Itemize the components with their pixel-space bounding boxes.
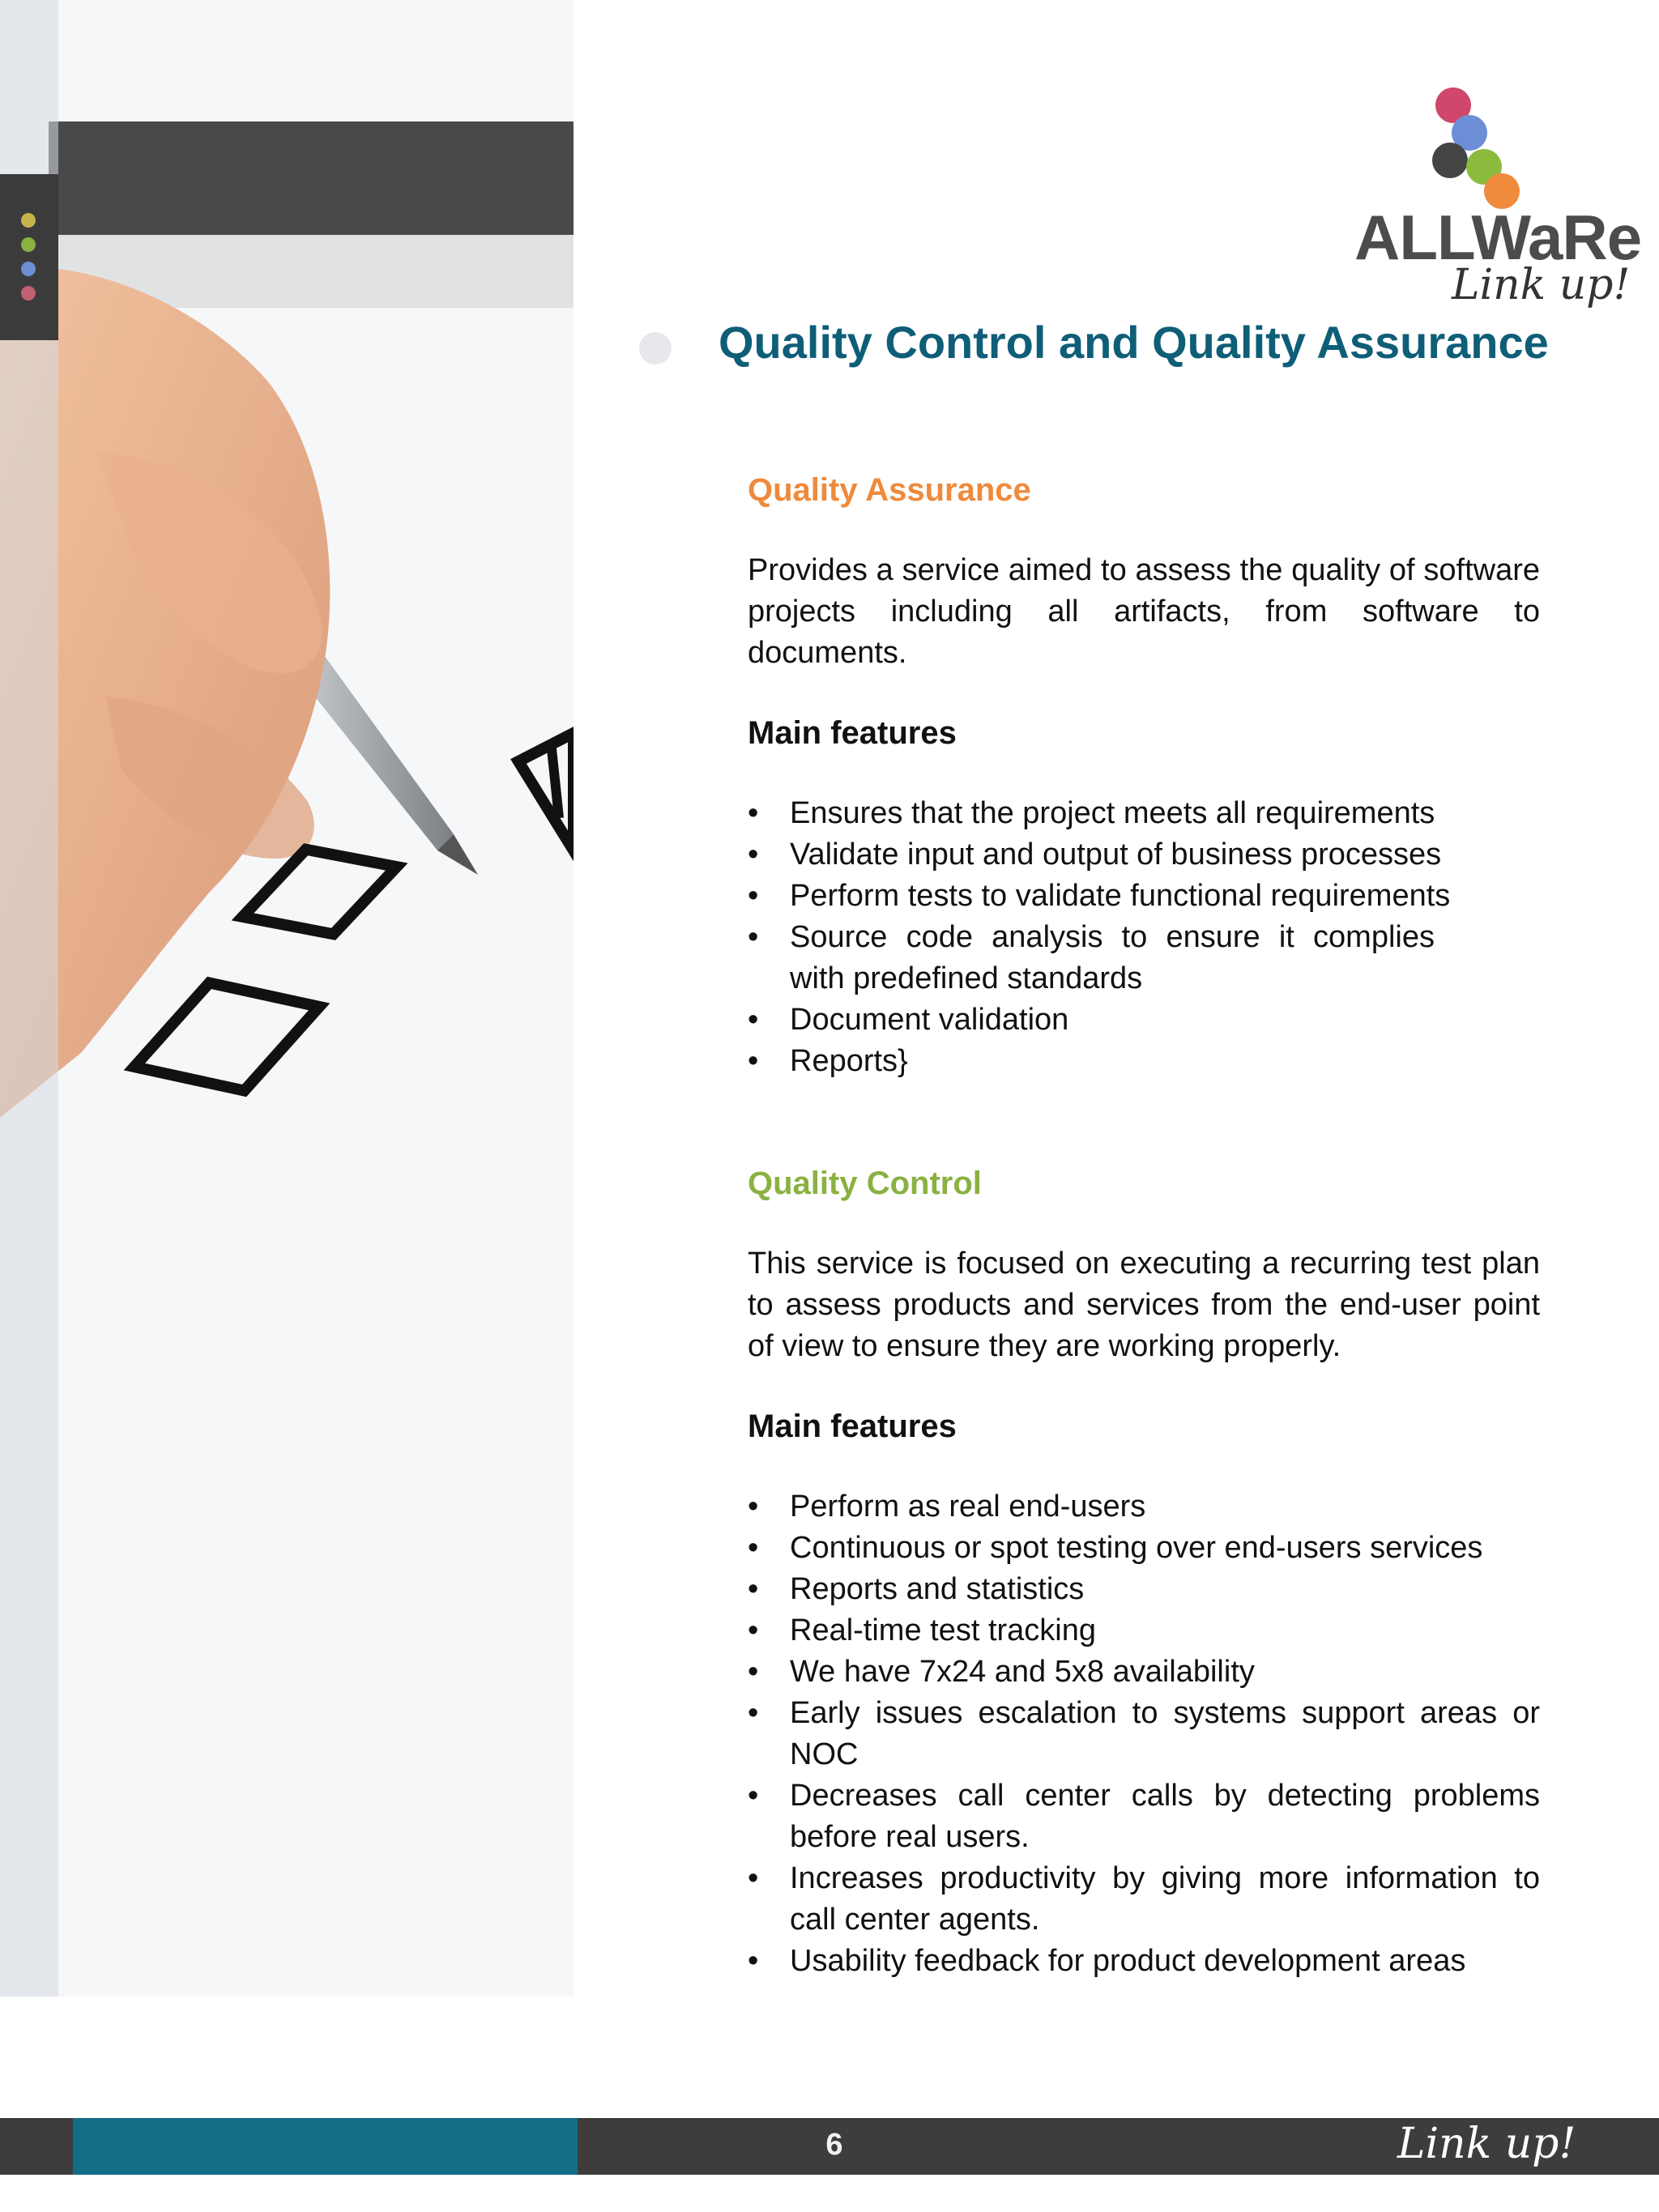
list-item: • Document validation [748, 999, 1540, 1041]
list-item: • Ensures that the project meets all requirements [748, 793, 1540, 834]
tab-dot [21, 286, 36, 300]
list-item: • Early issues escalation to systems support areas or NOC [748, 1693, 1540, 1775]
side-tab [0, 174, 58, 340]
hand-pen-checkbox-illustration [0, 0, 574, 1997]
quality-control-features [748, 1486, 1540, 1982]
list-item: • Reports and statistics [748, 1569, 1540, 1610]
list-item: • Perform tests to validate functional requirements [748, 876, 1540, 917]
list-item: • Continuous or spot testing over end-users services [748, 1528, 1540, 1569]
list-item: • Increases productivity by giving more information to call center agents. [748, 1858, 1540, 1941]
logo-ball [1432, 143, 1468, 178]
list-item: • Validate input and output of business processes [748, 834, 1540, 876]
quality-assurance-description: Provides a service aimed to assess the quality of software projects including all artifacts, from software to documents. [748, 553, 1540, 670]
tab-dot [21, 213, 36, 228]
page-number: 6 [825, 2128, 843, 2162]
list-item: • Perform as real end-users [748, 1486, 1540, 1528]
list-item: • Decreases call center calls by detecting problems before real users. [748, 1775, 1540, 1858]
page-footer [0, 2118, 1659, 2175]
list-item: • Source code analysis to ensure it complies with predefined standards [748, 917, 1540, 999]
quality-assurance-features [748, 793, 1540, 1082]
quality-control-description: This service is focused on executing a recurring test plan to assess products and services from the end-user point of view to ensure they are working properly. [748, 1247, 1540, 1363]
list-item: • Reports} [748, 1041, 1540, 1082]
quality-control-section [748, 1163, 1540, 1982]
list-item: • Real-time test tracking [748, 1610, 1540, 1652]
quality-control-heading: Quality Control [748, 1166, 982, 1201]
footer-accent-bar [73, 2118, 578, 2175]
quality-assurance-heading: Quality Assurance [748, 472, 1031, 508]
title-bullet [639, 332, 672, 364]
footer-tagline: Link up! [1397, 2120, 1576, 2168]
main-content [748, 470, 1540, 1982]
list-item: • Usability feedback for product development areas [748, 1941, 1540, 1982]
logo-brand: ALLWaRe [1354, 202, 1642, 273]
list-item: • We have 7x24 and 5x8 availability [748, 1652, 1540, 1693]
quality-assurance-section [748, 470, 1540, 1082]
main-features-heading: Main features [748, 715, 957, 751]
logo-tagline: Link up! [1452, 261, 1631, 309]
main-features-heading: Main features [748, 1409, 957, 1444]
page-title: Quality Control and Quality Assurance [719, 317, 1549, 368]
tab-dot [21, 237, 36, 252]
hero-photo [0, 0, 574, 1997]
tab-dot [21, 262, 36, 276]
allware-logo [1345, 81, 1642, 316]
